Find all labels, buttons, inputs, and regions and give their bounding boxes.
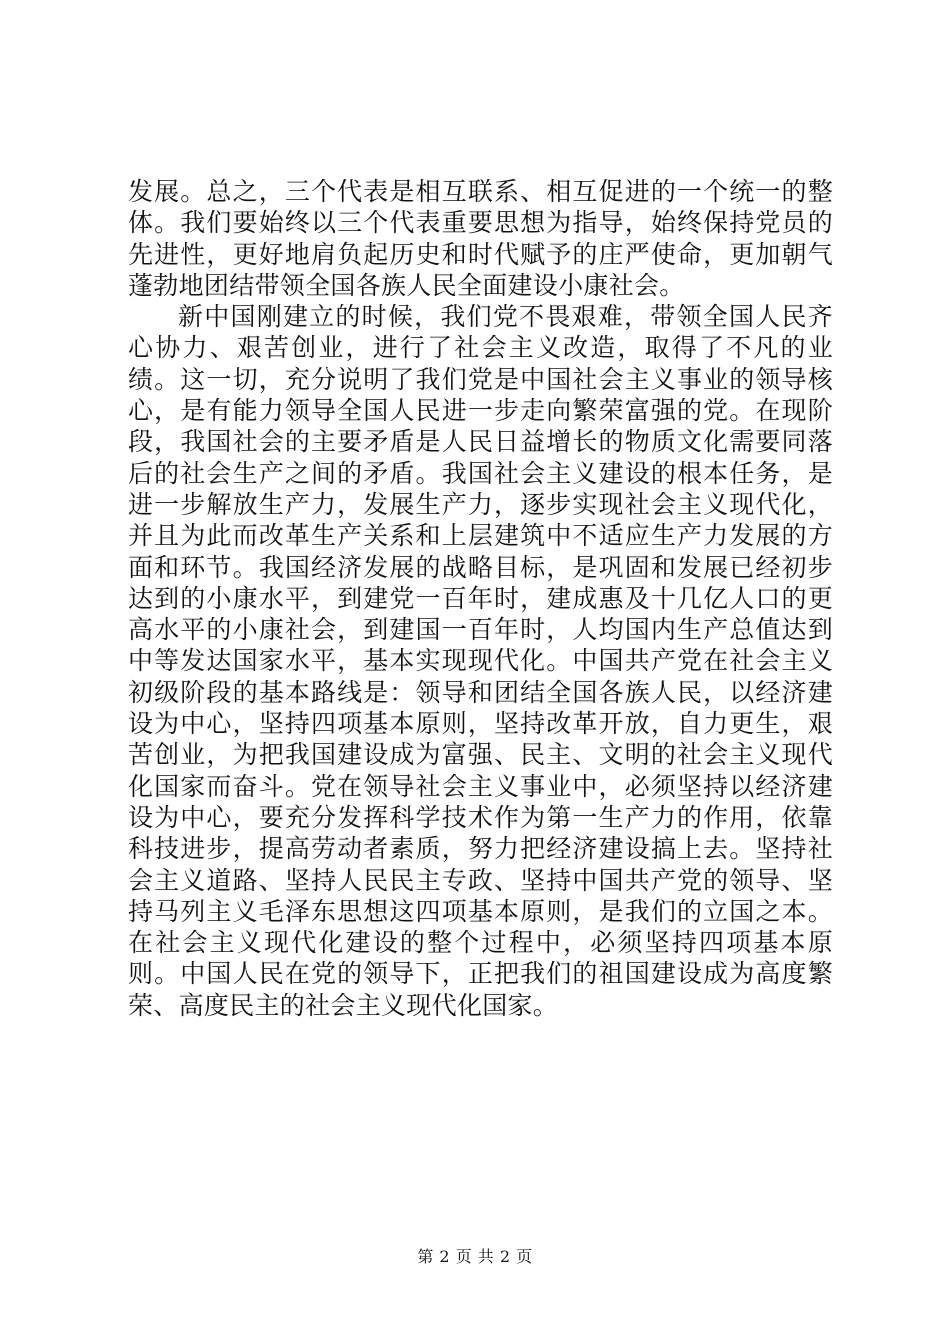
page-footer: 第 2 页 共 2 页: [417, 1247, 533, 1266]
paragraph-main: 新中国刚建立的时候，我们党不畏艰难，带领全国人民齐心协力、艰苦创业，进行了社会主义改造，取得了不凡的业绩。这一切，充分说明了我们党是中国社会主义事业的领导核心，是有能力领导全国人民进一步走向繁荣富强的党。在现阶段，我国社会的主要矛盾是人民日益增长的物质文化需要同落后的社会生产之间的矛盾。我国社会主义建设的根本任务，是进一步解放生产力，发展生产力，逐步实现社会主义现代化，并且为此而改革生产关系和上层建筑中不适应生产力发展的方面和环节。我国经济发展的战略目标，是巩固和发展已经初步达到的小康水平，到建党一百年时，建成惠及十几亿人口的更高水平的小康社会，到建国一百年时，人均国内生产总值达到中等发达国家水平，基本实现现代化。中国共产党在社会主义初级阶段的基本路线是：领导和团结全国各族人民，以经济建设为中心，坚持四项基本原则，坚持改革开放，自力更生，艰苦创业，为把我国建设成为富强、民主、文明的社会主义现代化国家而奋斗。党在领导社会主义事业中，必须坚持以经济建设为中心，要充分发挥科学技术作为第一生产力的作用，依靠科技进步，提高劳动者素质，努力把经济建设搞上去。坚持社会主义道路、坚持人民民主专政、坚持中国共产党的领导、坚持马列主义毛泽东思想这四项基本原则，是我们的立国之本。在社会主义现代化建设的整个过程中，必须坚持四项基本原则。中国人民在党的领导下，正把我们的祖国建设成为高度繁荣、高度民主的社会主义现代化国家。: [128, 302, 833, 1020]
document-body: [128, 176, 833, 1021]
paragraph-continuation: 发展。总之，三个代表是相互联系、相互促进的一个统一的整体。我们要始终以三个代表重要思想为指导，始终保持党员的先进性，更好地肩负起历史和时代赋予的庄严使命，更加朝气蓬勃地团结带领全国各族人民全面建设小康社会。: [128, 177, 833, 300]
